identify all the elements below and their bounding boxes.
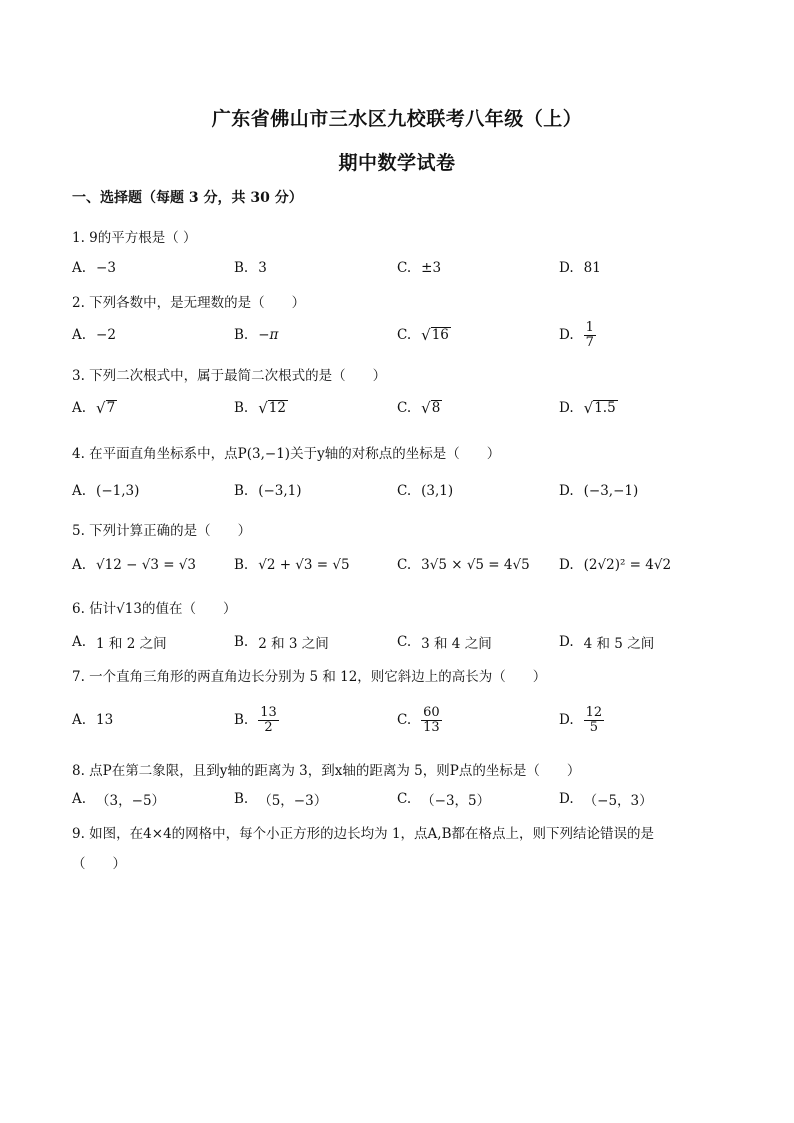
option-b: B. √2 + √3 = √5 — [234, 557, 350, 573]
exam-subtitle: 期中数学试卷 — [338, 152, 456, 174]
question-6-stem: 6. 估计√13的值在（ ） — [72, 601, 237, 617]
option-d: D. $\frac{1}{7}$ — [559, 319, 594, 350]
option-c: C. （−3，5） — [397, 791, 491, 809]
question-7-options — [72, 705, 732, 735]
exam-title: 广东省佛山市三水区九校联考八年级（上） — [211, 108, 583, 130]
fraction: $\frac{12}{5}$ — [585, 704, 603, 735]
question-5-options — [72, 550, 732, 580]
option-c: C. √ 16 — [397, 325, 449, 344]
question-2-stem: 2. 下列各数中，是无理数的是（ ） — [72, 295, 306, 311]
question-3-options — [72, 393, 732, 423]
fraction: $\frac{60}{13}$ — [423, 704, 440, 735]
option-d: D. $\frac{12}{5}$ — [559, 704, 603, 735]
option-a: A. （3，−5） — [72, 791, 166, 809]
section-heading: 一、选择题（每题 3 分，共 30 分） — [72, 190, 303, 206]
option-c: C. 3√5 × √5 = 4√5 — [397, 557, 530, 573]
option-d: D. 81 — [559, 260, 601, 276]
question-4-options — [72, 476, 732, 506]
question-8-options — [72, 784, 732, 814]
option-b: B. 2 和 3 之间 — [234, 634, 329, 652]
fraction: $\frac{13}{2}$ — [260, 704, 277, 735]
fraction: $\frac{1}{7}$ — [585, 319, 594, 350]
option-d: D. (−3,−1) — [559, 483, 639, 499]
option-d: D. （−5，3） — [559, 791, 653, 809]
question-3-stem: 3. 下列二次根式中，属于最简二次根式的是（ ） — [72, 368, 387, 384]
question-2-options — [72, 320, 732, 350]
option-c: C. ±3 — [397, 260, 442, 276]
option-b: B. −π — [234, 327, 279, 343]
radical: √ 8 — [421, 398, 441, 417]
question-9-stem-continued: （ ） — [72, 856, 126, 872]
option-b: B. 3 — [234, 260, 267, 276]
option-b: B. $\frac{13}{2}$ — [234, 704, 277, 735]
option-c: C. $\frac{60}{13}$ — [397, 704, 440, 735]
radical: √ 1.5 — [583, 398, 616, 417]
option-b: B. （5，−3） — [234, 791, 328, 809]
option-c: C. √ 8 — [397, 398, 441, 417]
option-d: D. √ 1.5 — [559, 398, 616, 417]
question-6-options — [72, 627, 732, 657]
option-c: C. (3,1) — [397, 483, 454, 499]
option-a: A. √ 7 — [72, 398, 116, 417]
option-d: D. (2√2)² = 4√2 — [559, 557, 672, 573]
question-5-stem: 5. 下列计算正确的是（ ） — [72, 523, 252, 539]
option-a: A. −3 — [72, 260, 116, 276]
option-a: A. √12 − √3 = √3 — [72, 557, 196, 573]
option-c: C. 3 和 4 之间 — [397, 634, 492, 652]
question-8-stem: 8. 点P在第二象限，且到y轴的距离为 3，到x轴的距离为 5，则P点的坐标是（ ） — [72, 763, 581, 779]
radical: √ 16 — [421, 325, 449, 344]
option-b: B. √ 12 — [234, 398, 286, 417]
option-d: D. 4 和 5 之间 — [559, 634, 655, 652]
question-4-stem: 4. 在平面直角坐标系中，点P(3,−1)关于y轴的对称点的坐标是（ ） — [72, 446, 501, 462]
option-a: A. 13 — [72, 712, 114, 728]
question-9-stem: 9. 如图，在4×4的网格中，每个小正方形的边长均为 1，点A,B都在格点上，则下列结论错误的是 — [72, 826, 655, 842]
option-b: B. (−3,1) — [234, 483, 302, 499]
option-a: A. 1 和 2 之间 — [72, 634, 167, 652]
question-1-options — [72, 253, 732, 283]
radical: √ 7 — [96, 398, 116, 417]
option-a: A. −2 — [72, 327, 116, 343]
radical: √ 12 — [258, 398, 286, 417]
question-7-stem: 7. 一个直角三角形的两直角边长分别为 5 和 12，则它斜边上的高长为（ ） — [72, 669, 547, 685]
question-1-stem: 1. 9的平方根是（ ） — [72, 230, 197, 246]
option-a: A. (−1,3) — [72, 483, 140, 499]
